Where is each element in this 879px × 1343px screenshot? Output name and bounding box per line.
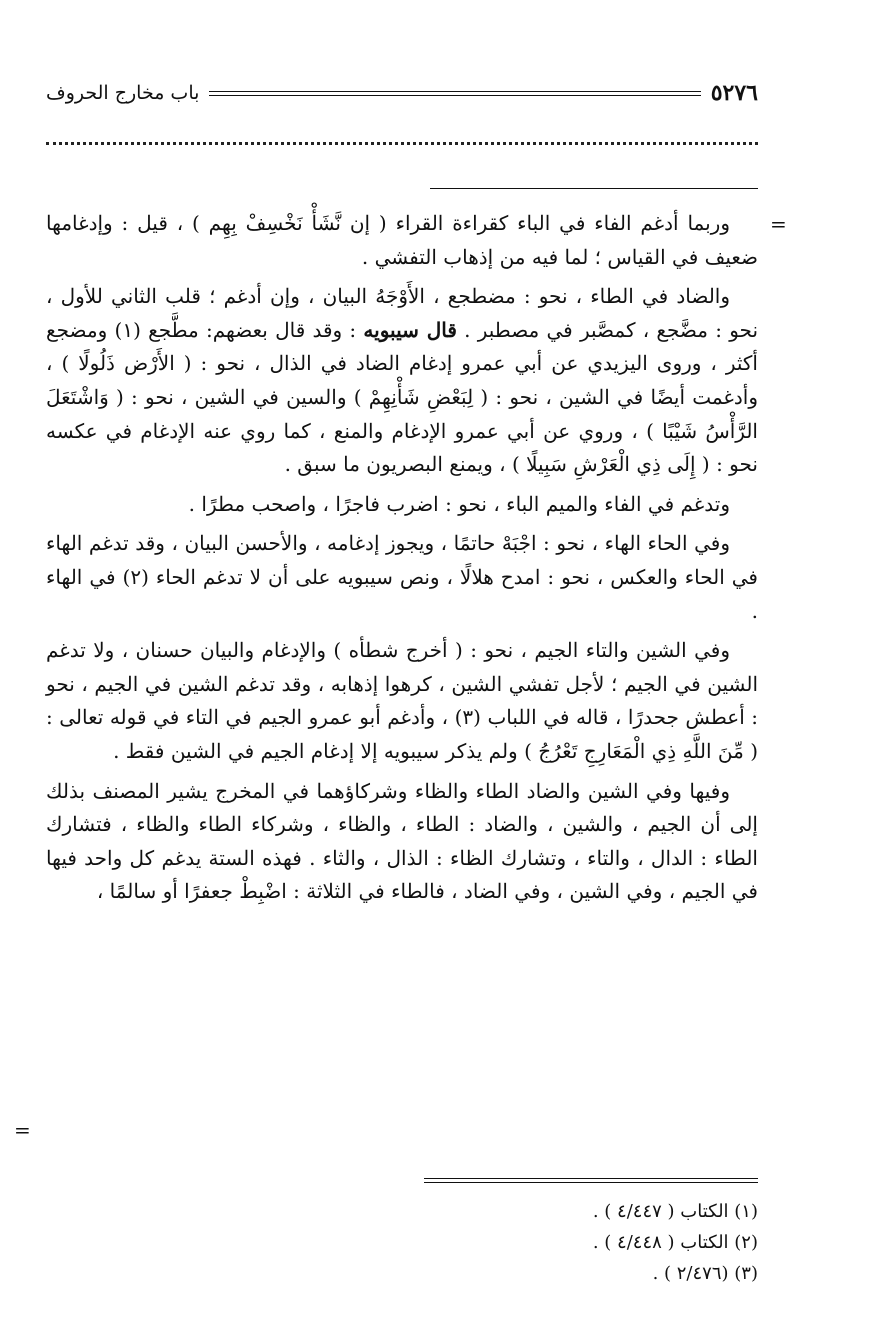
continuation-mark-start: = — [770, 212, 787, 236]
main-text — [46, 207, 758, 915]
page-header — [46, 78, 758, 108]
sibawayh-quote-label: قال سيبويه — [363, 317, 457, 342]
paragraph-1: وربما أدغم الفاء في الباء كقراءة القراء ( إن نَّشَأْ نَخْسِفْ بِهِم ) ، قيل : وإدغامها ضعيف في القياس ؛ لما فيه من إذهاب التفشي . — [46, 211, 758, 269]
text-top-rule — [430, 188, 758, 189]
footnote-rule — [424, 1178, 758, 1183]
paragraph-2 — [46, 280, 758, 482]
paragraph-2-part-a: والضاد في الطاء ، نحو : مضطجع ، الأَوْجَهُ البيان ، وإن أدغم ؛ قلب الثاني للأول ، نحو : مضَّجع ، كمصَّبر في مصطبر . — [46, 284, 759, 342]
chapter-title: باب مخارج الحروف — [46, 82, 200, 104]
header-rule — [209, 91, 700, 96]
paragraph-5: وفي الشين والتاء الجيم ، نحو : ( أخرج شطأه ) والإدغام والبيان حسنان ، ولا تدغم الشين في الجيم ؛ لأجل تفشي الشين ، كرهوا إذهابه ، وقد تدغم الشين في الجيم ، نحو : أعطش جحدرًا ، قاله في اللباب (٣) ، وأدغم أبو عمرو الجيم في التاء في قوله تعالى : ( مِّنَ اللَّهِ ذِي الْمَعَارِجِ تَعْرُجُ ) ولم يذكر سيبويه إلا إدغام الجيم في الشين فقط . — [46, 638, 759, 763]
footnotes — [46, 1196, 758, 1289]
paragraph-6: وفيها وفي الشين والضاد الطاء والظاء وشركاؤهما في المخرج يشير المصنف بذلك إلى أن الجيم ، والشين ، والضاد : الطاء ، والظاء ، وشركاء الطاء والظاء ، فتشارك الطاء : الدال ، والتاء ، وتشارك الظاء : الذال ، والثاء . فهذه الستة يدغم كل واحد فيها في الجيم ، وفي الشين ، وفي الضاد ، فالطاء في الثلاثة : اضْبِطْ جعفرًا أو سالمًا ، — [46, 778, 758, 904]
dotted-separator — [46, 142, 758, 145]
footnote-1: (١) الكتاب ( ٤/٤٤٧ ) . — [592, 1201, 758, 1222]
paragraph-4: وفي الحاء الهاء ، نحو : اجْبَهْ حاتمًا ، ويجوز إدغامه ، والأحسن البيان ، وقد تدغم الهاء في الحاء والعكس ، نحو : امدح هلالًا ، ونص سيبويه على أن لا تدغم الحاء (٢) في الهاء . — [46, 531, 758, 623]
page-number: ٥٢٧٦ — [710, 80, 758, 106]
footnote-3: (٣) (٢/٤٧٦ ) . — [652, 1263, 758, 1284]
paragraph-3: وتدغم في الفاء والميم الباء ، نحو : اضرب فاجرًا ، واصحب مطرًا . — [188, 491, 730, 516]
paragraph-2-part-b: : وقد قال بعضهم: مطَّجع (١) ومضجع أكثر ، وروى اليزيدي عن أبي عمرو إدغام الضاد في الذال ، نحو : ( الأَرْض ذَلُولًا ) ، وأدغمت أيضًا في الشين ، نحو : ( لِبَعْضِ شَأْنِهِمْ ) والسين في الشين ، نحو : ( وَاشْتَعَلَ الرَّأْسُ شَيْبًا ) ، وروي عن أبي عمرو الإدغام والمنع ، كما روي عنه الإدغام في عكسه نحو : ( إِلَى ذِي الْعَرْشِ سَبِيلًا ) ، ويمنع البصريون ما سبق . — [46, 317, 758, 477]
continuation-mark-end: = — [14, 1118, 31, 1142]
footnote-2: (٢) الكتاب ( ٤/٤٤٨ ) . — [592, 1232, 758, 1253]
